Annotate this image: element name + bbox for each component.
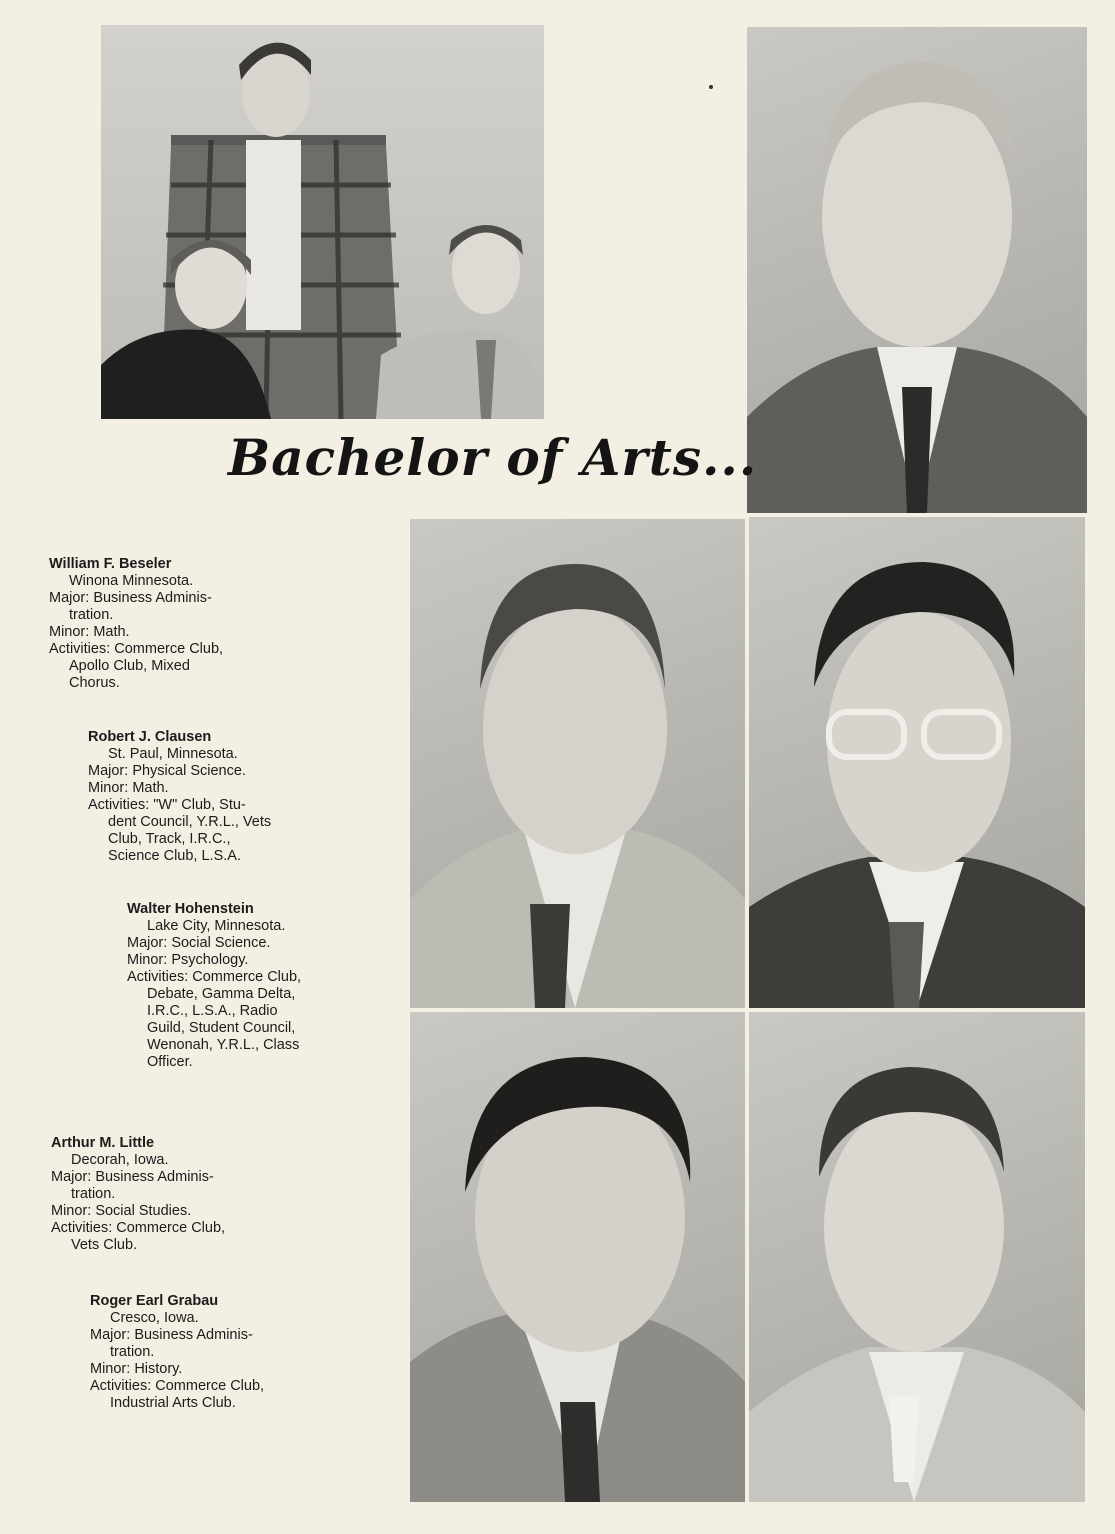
student-bio [88,729,318,865]
student-minor: Minor: Psychology. [127,952,249,968]
student-activities-cont: Guild, Student Council, [147,1020,296,1036]
student-hometown: St. Paul, Minnesota. [108,746,238,762]
student-hometown: Decorah, Iowa. [71,1152,169,1168]
print-speck [709,85,713,89]
student-major-cont: tration. [71,1186,116,1202]
student-activities: Activities: Commerce Club, [49,641,224,657]
student-name: Roger Earl Grabau [90,1293,219,1309]
student-activities-cont: Debate, Gamma Delta, [147,986,296,1002]
portrait-robert-clausen [410,519,745,1008]
student-activities-cont: Club, Track, I.R.C., [108,831,231,847]
student-activities: Activities: Commerce Club, [127,969,302,985]
student-activities-cont: Officer. [147,1054,193,1070]
student-bio [127,901,362,1071]
student-activities: Activities: Commerce Club, [51,1220,226,1236]
student-activities-cont: Science Club, L.S.A. [108,848,241,864]
student-bio [51,1135,281,1254]
student-activities-cont: Industrial Arts Club. [110,1395,236,1411]
student-minor: Minor: Math. [49,624,130,640]
group-photo [101,25,544,419]
student-activities-cont: dent Council, Y.R.L., Vets [108,814,272,830]
student-major: Major: Physical Science. [88,763,246,779]
student-minor: Minor: Social Studies. [51,1203,192,1219]
student-activities-cont: Apollo Club, Mixed [69,658,190,674]
student-activities: Activities: "W" Club, Stu- [88,797,246,813]
student-hometown: Lake City, Minnesota. [147,918,286,934]
student-hometown: Cresco, Iowa. [110,1310,199,1326]
student-activities-cont: I.R.C., L.S.A., Radio [147,1003,278,1019]
student-minor: Minor: Math. [88,780,169,796]
portrait-william-beseler [747,27,1087,513]
student-major: Major: Business Adminis- [49,590,212,606]
student-activities-cont: Wenonah, Y.R.L., Class [147,1037,300,1053]
portrait-roger-grabau [749,1012,1085,1502]
student-name: Walter Hohenstein [127,901,254,917]
student-major: Major: Business Adminis- [51,1169,214,1185]
student-bio [49,556,279,692]
student-hometown: Winona Minnesota. [69,573,194,589]
student-major-cont: tration. [110,1344,155,1360]
page-title: Bachelor of Arts... [228,428,758,487]
student-name: William F. Beseler [49,556,172,572]
student-bio [90,1293,320,1412]
student-activities-cont: Vets Club. [71,1237,138,1253]
portrait-walter-hohenstein [749,517,1085,1008]
student-major: Major: Business Adminis- [90,1327,253,1343]
student-major-cont: tration. [69,607,114,623]
portrait-arthur-little [410,1012,745,1502]
student-name: Arthur M. Little [51,1135,155,1151]
student-activities: Activities: Commerce Club, [90,1378,265,1394]
student-major: Major: Social Science. [127,935,271,951]
student-activities-cont: Chorus. [69,675,120,691]
student-minor: Minor: History. [90,1361,183,1377]
student-name: Robert J. Clausen [88,729,212,745]
